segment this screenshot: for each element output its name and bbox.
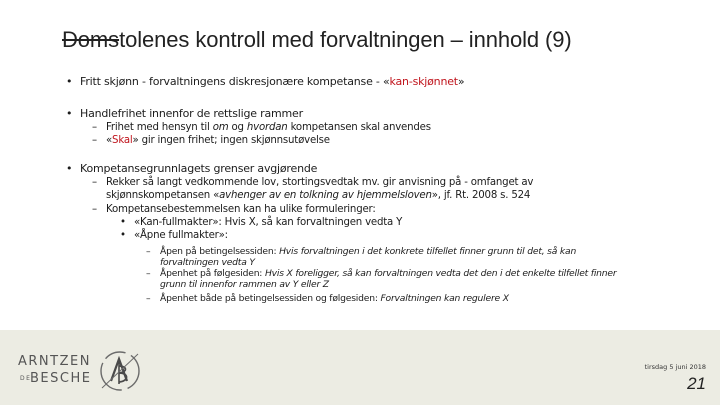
footer-band [0, 330, 720, 405]
sub-item-formuleringer: – Kompetansebestemmelsen kan ha ulike formuleringer: [92, 204, 376, 215]
title-struck-text: Doms [62, 27, 120, 52]
slide-title [62, 27, 572, 53]
bullet-glyph: • [66, 162, 73, 175]
sub-item-rekker-cont: skjønnskompetansen «avhenger av en tolkning av hjemmelsloven», jf. Rt. 2008 s. 524 [106, 190, 531, 201]
highlight-kan-skjonnet: kan-skjønnet [389, 75, 458, 88]
level4-item-folgesiden-cont: grunn til innenfor rammen av Y eller Z [160, 279, 329, 290]
level4-item-betingelsessiden: – Åpen på betingelsessiden: Hvis forvaltningen i det konkrete tilfellet finner grunn til det, så kan [146, 246, 577, 257]
company-logo [18, 348, 158, 394]
sub-item-frihet: – Frihet med hensyn til om og hvordan kompetansen skal anvendes [92, 122, 431, 133]
bullet-glyph: • [66, 107, 73, 120]
bullet-handlefrihet: • Handlefrihet innenfor de rettslige rammer [66, 107, 303, 120]
sub-item-skal: – «Skal» gir ingen frihet; ingen skjønnsutøvelse [92, 135, 330, 146]
highlight-skal: Skal [112, 135, 133, 146]
bullet-fritt-skjonn: • Fritt skjønn - forvaltningens diskresjonære kompetanse - «kan-skjønnet» [66, 75, 465, 88]
level4-item-folgesiden: – Åpenhet på følgesiden: Hvis X foreligger, så kan forvaltningen vedta det den i det enkelte tilfellet finner [146, 268, 617, 279]
bullet-kompetansegrunnlag: • Kompetansegrunnlagets grenser avgjørende [66, 162, 318, 175]
logo-text-besche: BESCHE [30, 371, 92, 386]
level4-item-betingelsessiden-cont: forvaltningen vedta Y [160, 257, 255, 268]
scales-monogram-icon [96, 348, 144, 394]
sub-sub-item-kan-fullmakter: • «Kan-fullmakter»: Hvis X, så kan forvaltningen vedta Y [120, 217, 403, 228]
logo-text-arntzen: ARNTZEN [18, 354, 91, 369]
sub-sub-item-apne-fullmakter: • «Åpne fullmakter»: [120, 230, 228, 241]
sub-item-rekker: – Rekker så langt vedkommende lov, stortingsvedtak mv. gir anvisning på - omfanget av [92, 177, 534, 188]
title-text: tolenes kontroll med forvaltningen – innhold (9) [119, 27, 572, 52]
logo-text-de: DE [20, 375, 32, 382]
slide-date: tirsdag 5 juni 2018 [644, 363, 706, 371]
page-number: 21 [687, 374, 706, 393]
level4-item-begge-sider: – Åpenhet både på betingelsessiden og følgesiden: Forvaltningen kan regulere X [146, 293, 509, 304]
bullet-glyph: • [66, 75, 73, 88]
